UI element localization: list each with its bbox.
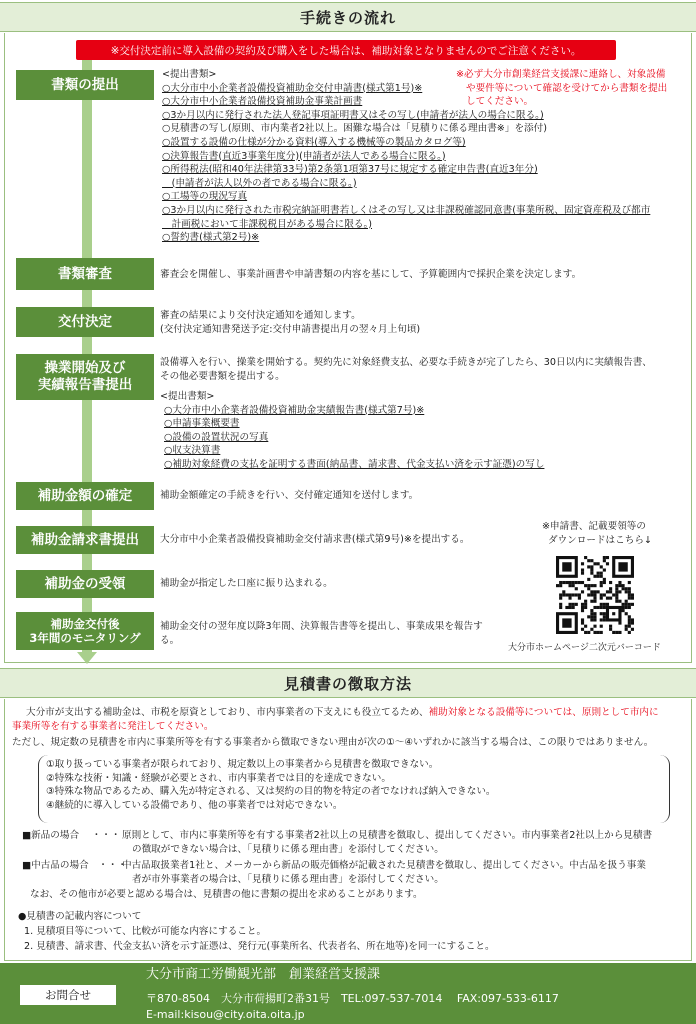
step-amount-confirm: 補助金額の確定 [16, 482, 154, 510]
qr-caption: 大分市ホームページ二次元バーコード [508, 643, 661, 653]
step-operation-report: 操業開始及び 実績報告書提出 [16, 354, 154, 400]
monitor-line: る。 [160, 634, 180, 646]
decision-line: (交付決定通知書発送予定:交付申請書提出月の翌々月上旬頃) [160, 323, 421, 335]
step-submit-docs: 書類の提出 [16, 70, 154, 100]
receive-text: 補助金が指定した口座に振り込まれる。 [160, 578, 333, 589]
submit-doc-item: ○3か月以内に発行された法人登記事項証明書又はその写し(申請者が法人の場合に限る。) [162, 109, 544, 121]
submit-doc-item: ○工場等の現況写真 [162, 191, 248, 203]
confirm-text: 補助金額確定の手続きを行い、交付確定通知を送付します。 [160, 490, 419, 501]
estimate-title: 見積書の徴取方法 [283, 674, 412, 693]
submit-doc-item: ○設置する設備の仕様が分かる資料(導入する機械等の製品カタログ等) [162, 136, 466, 148]
note-line: してください。 [466, 96, 534, 108]
submit-doc-item: ○見積書の写し(原則、市内業者2社以上。困難な場合は「見積りに係る理由書※」を添付) [162, 123, 547, 135]
decision-text [160, 309, 420, 336]
used-item-text [122, 859, 646, 886]
other-text: なお、その他市が必要と認める場合は、見積書の他に書類の提出を求めることがあります。 [30, 889, 423, 900]
reason-item: ①取り扱っている事業者が限られており、規定数以上の事業者から見積書を徴取できない。 [46, 759, 439, 770]
contact-footer [0, 963, 696, 1024]
monitor-line: 補助金交付の翌年度以降3年間、決算報告書等を提出し、事業成果を報告す [160, 621, 483, 632]
new-item-label: ■新品の場合 ・・・ [22, 830, 121, 841]
submit-doc-item: ○大分市中小企業者設備投資補助金交付申請書(様式第1号)※ [162, 82, 423, 94]
entry-list [24, 925, 495, 955]
flow-arrow-icon [77, 652, 97, 664]
new-item-line: 原則として、市内に事業所等を有する事業者2社以上の見積書を徴取し、提出してください。市内事業者2社以上から見積書 [122, 830, 653, 841]
used-item-line: 者が市外事業者の場合は、「見積りに係る理由書」を添付してください。 [132, 873, 444, 885]
para1-red-text-2: 事業所等を有する事業者に発注してください。 [12, 721, 214, 732]
note-line: ※必ず大分市創業経営支援課に連絡し、対象設備 [456, 69, 666, 80]
operation-text [160, 356, 652, 383]
report-docs-list [160, 390, 544, 472]
procedure-title: 手続きの流れ [299, 8, 396, 27]
submit-doc-item: (申請者が法人以外の者である場合に限る。) [162, 177, 357, 189]
report-doc-item: ○収支決算書 [164, 445, 221, 457]
operation-line: 設備導入を行い、操業を開始する。契約先に対象経費支払、必要な手続きが完了したら、30日以内に実績報告書、 [160, 357, 652, 368]
estimate-para1 [26, 706, 659, 720]
note-line: や要件等について確認を受けてから書類を提出 [466, 82, 668, 94]
submit-docs-heading: <提出書類> [162, 69, 217, 80]
monitor-text [160, 620, 483, 647]
report-doc-item: ○設備の設置状況の写真 [164, 431, 269, 443]
submit-doc-item: 計画税において非課税税目がある場合に限る。) [162, 218, 373, 230]
submit-doc-item: ○誓約書(様式第2号)※ [162, 232, 260, 244]
step-grant-decision: 交付決定 [16, 307, 154, 337]
review-text: 審査会を開催し、事業計画書や申請書類の内容を基にして、予算範囲内で採択企業を決定します。 [160, 269, 582, 280]
warning-banner: ※交付決定前に導入設備の契約及び購入をした場合は、補助対象となりませんのでご注意ください。 [76, 40, 616, 60]
new-item-text [122, 829, 652, 856]
para1-text: 大分市が支出する補助金は、市税を原資としており、市内事業者の下支えにも役立てるため、 [26, 707, 429, 718]
download-note [536, 520, 652, 547]
estimate-section-header [0, 668, 696, 698]
step-claim-submit: 補助金請求書提出 [16, 526, 154, 554]
entry-heading: ●見積書の記載内容について [18, 911, 142, 922]
contact-email[interactable]: E-mail:kisou@city.oita.oita.jp [146, 1008, 305, 1021]
report-doc-item: ○補助対象経費の支払を証明する書面(納品書、請求書、代金支払い済を示す証憑)の写し [164, 458, 545, 470]
inquiry-label: お問合せ [20, 985, 116, 1005]
submit-doc-item: ○大分市中小企業者設備投資補助金事業計画書 [162, 96, 363, 108]
download-note-line: ダウンロードはこちら↓ [548, 534, 652, 546]
report-docs-heading: <提出書類> [160, 391, 215, 402]
entry-item: 2. 見積書、請求書、代金支払い済を示す証憑は、発行元(事業所名、代表者名、所在地等)を同一にすること。 [24, 941, 495, 952]
used-item-label: ■中古品の場合 ・・・ [22, 860, 128, 871]
contact-dept: 大分市商工労働観光部 創業経営支援課 [146, 967, 381, 982]
step-review: 書類審査 [16, 258, 154, 290]
operation-line: その他必要書類を提出する。 [160, 370, 285, 382]
qr-code[interactable] [556, 556, 634, 634]
entry-item: 1. 見積項目等について、比較が可能な内容にすること。 [24, 926, 267, 937]
submit-doc-item: ○所得税法(昭和40年法律第33号)第2条第1項第37号に規定する確定申告書(直近3年分) [162, 164, 538, 176]
contact-first-note [456, 68, 667, 109]
decision-line: 審査の結果により交付決定通知を通知します。 [160, 310, 361, 321]
report-doc-item: ○申請事業概要書 [164, 418, 240, 430]
new-item-line: の徴取ができない場合は、「見積りに係る理由書」を添付してください。 [132, 843, 444, 855]
reasons-list [46, 758, 496, 812]
contact-address: 〒870-8504 大分市荷揚町2番31号 TEL:097-537-7014 FAX:097-533-6117 [146, 992, 559, 1005]
estimate-para2: ただし、規定数の見積書を市内に事業所等を有する事業者から徴取できない理由が次の①～④いずれかに該当する場合は、この限りではありません。 [12, 737, 654, 748]
step-monitoring: 補助金交付後 3年間のモニタリング [16, 612, 154, 650]
used-item-line: 中古品取扱業者1社と、メーカーから新品の販売価格が記載された見積書を徴取し、提出してください。中古品を扱う事業 [122, 860, 646, 871]
reason-item: ④継続的に導入している設備であり、他の事業者では対応できない。 [46, 799, 343, 811]
procedure-section-header [0, 2, 696, 32]
claim-text: 大分市中小企業者設備投資補助金交付請求書(様式第9号)※を提出する。 [160, 534, 470, 545]
step-receive: 補助金の受領 [16, 570, 154, 598]
para1-red-text: 補助対象となる設備等については、原則として市内に [428, 707, 659, 718]
download-note-line: ※申請書、記載要領等の [542, 521, 646, 532]
reason-item: ③特殊な物品であるため、購入先が特定される、又は契約の目的物を特定の者でなければ納入できない。 [46, 786, 496, 798]
reason-item: ②特殊な技術・知識・経験が必要とされ、市内事業者では目的を達成できない。 [46, 772, 391, 784]
submit-doc-item: ○3か月以内に発行された市税完納証明書若しくはその写し又は非課税確認同意書(事業所税、固定資産税及び都市 [162, 204, 651, 216]
submit-doc-item: ○決算報告書(直近3事業年度分)(申請者が法人である場合に限る。) [162, 150, 446, 162]
report-doc-item: ○大分市中小企業者設備投資補助金実績報告書(様式第7号)※ [164, 404, 425, 416]
